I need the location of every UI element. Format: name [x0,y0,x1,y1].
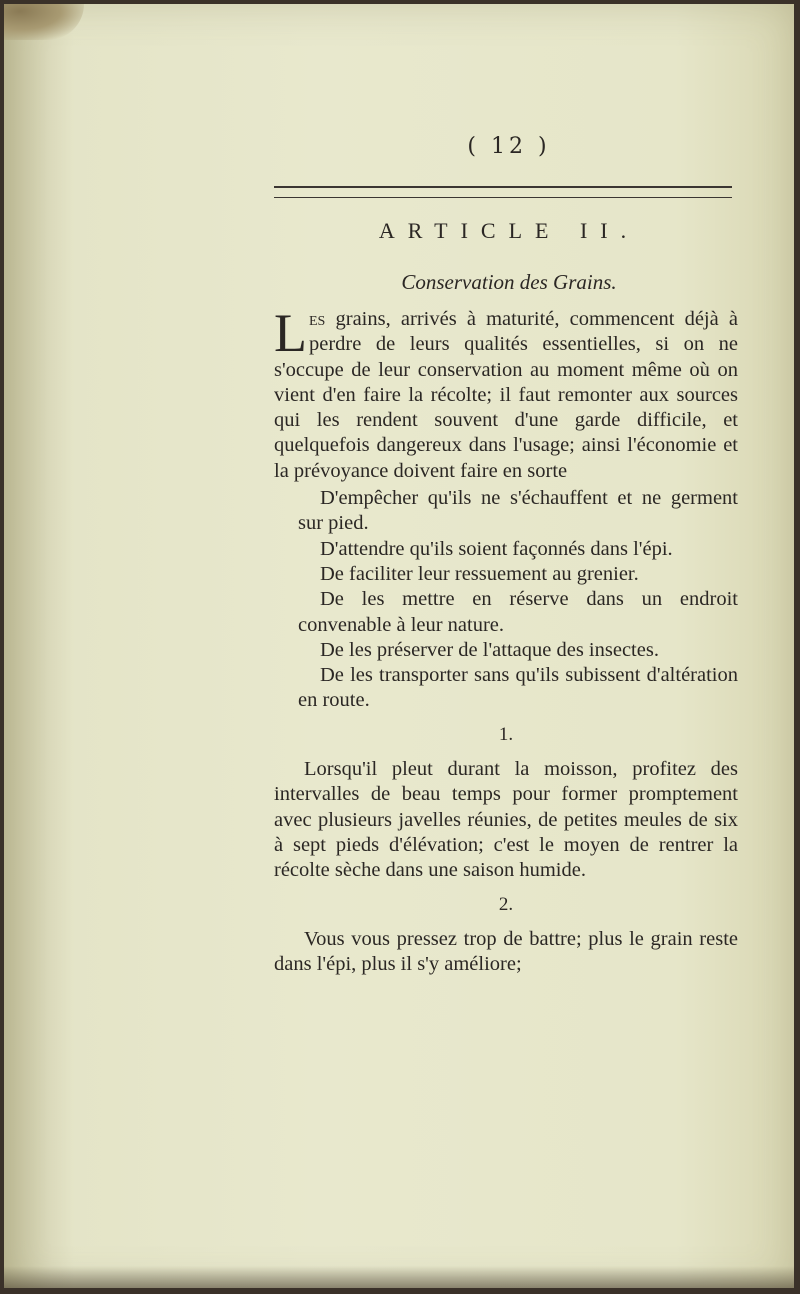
list-item: De les transporter sans qu'ils subissent d'altération en route. [298,664,738,712]
page-stain [4,4,84,40]
section-number-2: 2. [498,893,514,915]
list-item: De faciliter leur ressuement au grenier. [320,562,639,585]
body-text [274,303,738,977]
list-item: De les mettre en réserve dans un endroit convenable à leur nature. [298,588,738,636]
list-item: D'attendre qu'ils soient façonnés dans l'épi. [320,537,673,560]
list-item: De les préserver de l'attaque des insectes. [320,638,659,661]
section-2-paragraph: Vous vous pressez trop de battre; plus le grain reste dans l'épi, plus il s'y améliore; [274,927,738,976]
book-page [4,4,794,1288]
article-subtitle: Conservation des Grains. [401,270,617,294]
page-number: ( 12 ) [467,134,551,159]
section-1-paragraph: Lorsqu'il pleut durant la moisson, profitez des intervalles de beau temps pour former promptement avec plusieurs javelles réunies, de petites meules de six à sept pieds d'élévation; c'est le moyen de rentrer la récolte sèche dans une saison humide. [274,758,738,882]
intro-paragraph [274,303,738,484]
objectives-list [274,486,738,714]
page-bottom-edge [4,1266,794,1288]
header-rule [274,186,732,198]
article-title: ARTICLE II. [378,218,640,243]
drop-cap: L [274,303,307,363]
list-item: D'empêcher qu'ils ne s'échauffent et ne germent sur pied. [298,487,738,535]
intro-text: grains, arrivés à maturité, commencent déjà à perdre de leurs qualités essentielles, si on ne s'occupe de leur conservation au moment même où on vient d'en faire la récolte; il faut remonter aux sources qui les rendent souvent d'une garde difficile, et quelquefois dangereux dans l'usage; ainsi l'économie et la prévoyance doivent faire en sorte [274,308,738,482]
section-number-1: 1. [498,723,514,745]
intro-smallcaps: es [309,308,326,330]
